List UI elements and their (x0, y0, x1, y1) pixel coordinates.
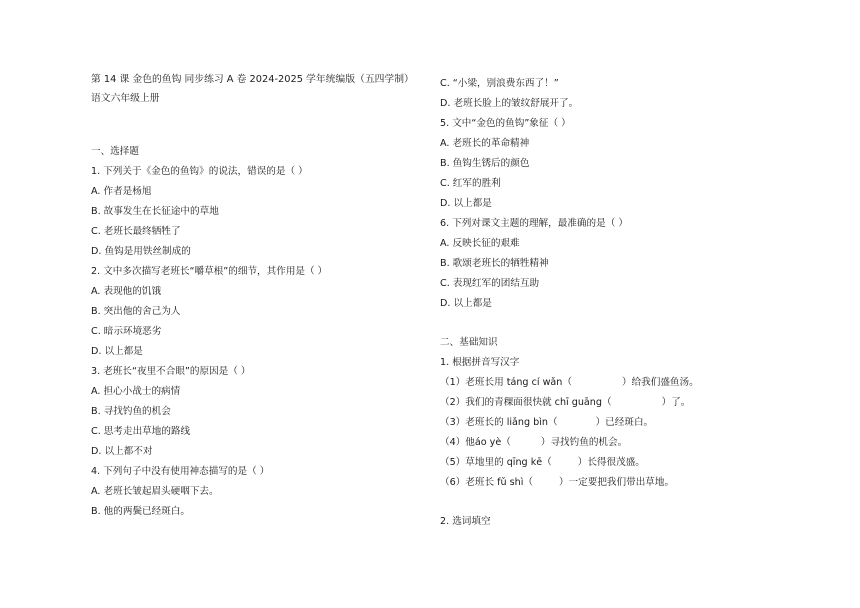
answer-option: B. 故事发生在长征途中的草地 (91, 206, 219, 217)
answer-option: D. 鱼钩是用铁丝制成的 (91, 246, 191, 257)
answer-option: A. 老班长皱起眉头硬咽下去。 (91, 486, 219, 497)
question-stem: 3. 老班长“夜里不合眼”的原因是（ ） (91, 366, 251, 377)
pinyin-item (440, 457, 645, 469)
answer-option: D. 老班长脸上的皱纹舒展开了。 (440, 98, 579, 109)
pinyin-item-suffix: ）寻找钓鱼的机会。 (540, 437, 628, 448)
pinyin-item-prefix: （4）他áo yè（ (440, 437, 511, 448)
section-heading-basics: 二、基础知识 (440, 337, 498, 348)
pinyin-item-suffix: ）已经斑白。 (595, 417, 654, 428)
pinyin-item-prefix: （1）老班长用 táng cí wǎn（ (440, 377, 572, 388)
pinyin-item-prefix: （6）老班长 fǔ shì（ (440, 477, 533, 488)
answer-option: C. 红军的胜利 (440, 178, 501, 189)
answer-option: C. “小梁，别浪费东西了！” (440, 78, 559, 89)
answer-option: B. 歌颂老班长的牺牲精神 (440, 258, 549, 269)
pinyin-item-suffix: ）长得很茂盛。 (577, 457, 645, 468)
pinyin-item-prefix: （5）草地里的 qīng kē（ (440, 457, 552, 468)
answer-option: D. 以上都是 (91, 346, 143, 357)
pinyin-item-prefix: （2）我们的青稞面很快就 chī guāng（ (440, 397, 612, 408)
question-stem: 1. 下列关于《金色的鱼钩》的说法，错误的是（ ） (91, 166, 308, 177)
question-stem: 2. 选词填空 (440, 516, 491, 527)
pinyin-item (440, 397, 690, 409)
pinyin-item (440, 377, 699, 389)
answer-option: A. 表现他的饥饿 (91, 286, 162, 297)
answer-option: A. 反映长征的艰难 (440, 238, 520, 249)
pinyin-item (440, 417, 653, 429)
answer-option: C. 老班长最终牺牲了 (91, 226, 181, 237)
answer-option: C. 暗示环境恶劣 (91, 326, 162, 337)
pinyin-item-suffix: ）给我们盛鱼汤。 (621, 377, 699, 388)
question-stem: 2. 文中多次描写老班长“嚼草根”的细节，其作用是（ ） (91, 266, 328, 277)
answer-option: D. 以上都是 (440, 198, 492, 209)
answer-option: C. 表现红军的团结互助 (440, 278, 540, 289)
pinyin-item (440, 477, 674, 489)
question-stem: 6. 下列对课文主题的理解，最准确的是（ ） (440, 218, 628, 229)
answer-option: D. 以上都不对 (91, 446, 153, 457)
answer-option: A. 作者是杨旭 (91, 186, 152, 197)
pinyin-item-suffix: ）一定要把我们带出草地。 (558, 477, 675, 488)
question-stem: 4. 下列句子中没有使用神态描写的是（ ） (91, 466, 270, 477)
document-title: 第 14 课 金色的鱼钩 同步练习 A 卷 2024-2025 学年统编版（五四学制） (91, 74, 414, 85)
question-stem: 5. 文中“金色的鱼钩”象征（ ） (440, 118, 571, 129)
answer-option: B. 他的两鬓已经斑白。 (91, 506, 191, 517)
answer-option: B. 寻找钓鱼的机会 (91, 406, 171, 417)
pinyin-item (440, 437, 627, 449)
answer-option: C. 思考走出草地的路线 (91, 426, 191, 437)
section-heading-choice: 一、选择题 (91, 146, 139, 157)
answer-option: B. 突出他的舍己为人 (91, 306, 181, 317)
answer-option: A. 老班长的革命精神 (440, 138, 530, 149)
document-subtitle: 语文六年级上册 (91, 93, 160, 104)
question-stem: 1. 根据拼音写汉字 (440, 357, 520, 368)
answer-option: A. 担心小战士的病情 (91, 386, 181, 397)
pinyin-item-suffix: ）了。 (661, 397, 691, 408)
pinyin-item-prefix: （3）老班长的 liǎng bìn（ (440, 417, 558, 428)
answer-option: B. 鱼钩生锈后的颜色 (440, 158, 530, 169)
answer-option: D. 以上都是 (440, 298, 492, 309)
